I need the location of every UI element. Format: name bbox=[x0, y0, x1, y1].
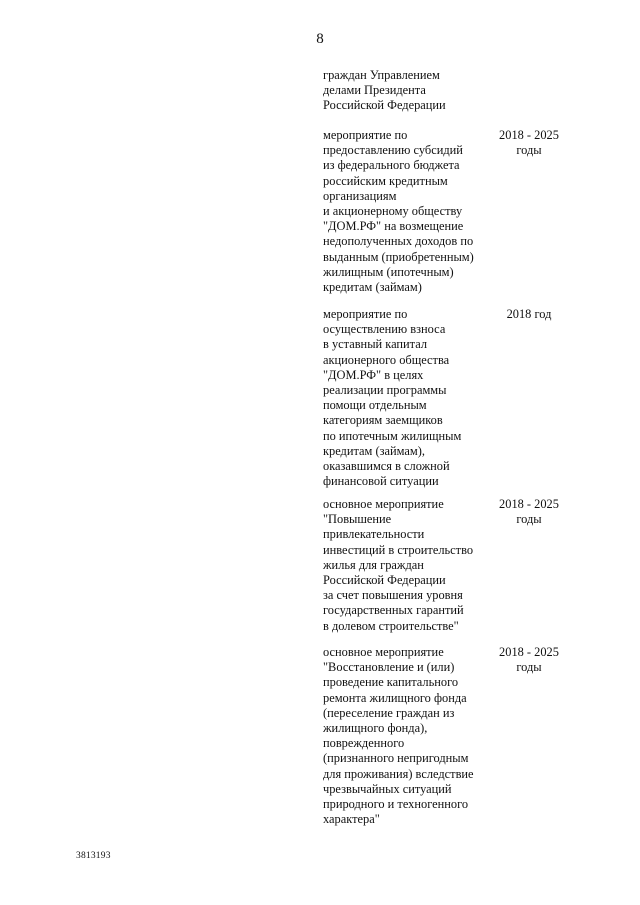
document-code: 3813193 bbox=[76, 851, 111, 861]
entry-description: основное мероприятие "Повышение привлекательности инвестиций в строительство жилья для граждан Российской Федерации за счет повышения уровня государственных гарантий в долевом строительстве" bbox=[323, 497, 474, 633]
entry-period: 2018 - 2025 годы bbox=[499, 497, 559, 527]
entry-description: мероприятие по предоставлению субсидий из федерального бюджета российским кредитным организациям и акционерному обществу "ДОМ.РФ" на возмещение недополученных доходов по выданным (приобретенным) жилищным (ипотечным) кредитам (займам) bbox=[323, 128, 474, 295]
entry-period: 2018 - 2025 годы bbox=[499, 128, 559, 158]
entry-period: 2018 - 2025 годы bbox=[499, 645, 559, 675]
entry-description: граждан Управлением делами Президента Российской Федерации bbox=[323, 68, 446, 113]
page-number: 8 bbox=[316, 31, 324, 47]
entry-period: 2018 год bbox=[506, 307, 552, 321]
entry-description: мероприятие по осуществлению взноса в уставный капитал акционерного общества "ДОМ.РФ" в целях реализации программы помощи отдельным категориям заемщиков по ипотечным жилищным кредитам (займам), оказавшимся в сложной финансовой ситуации bbox=[323, 307, 462, 489]
entry-description: основное мероприятие "Восстановление и (или) проведение капитального ремонта жилищного фонда (переселение граждан из жилищного фонда), поврежденного (признанного непригодным для проживания) вследствие чрезвычайных ситуаций природного и техногенного характера" bbox=[323, 645, 474, 827]
